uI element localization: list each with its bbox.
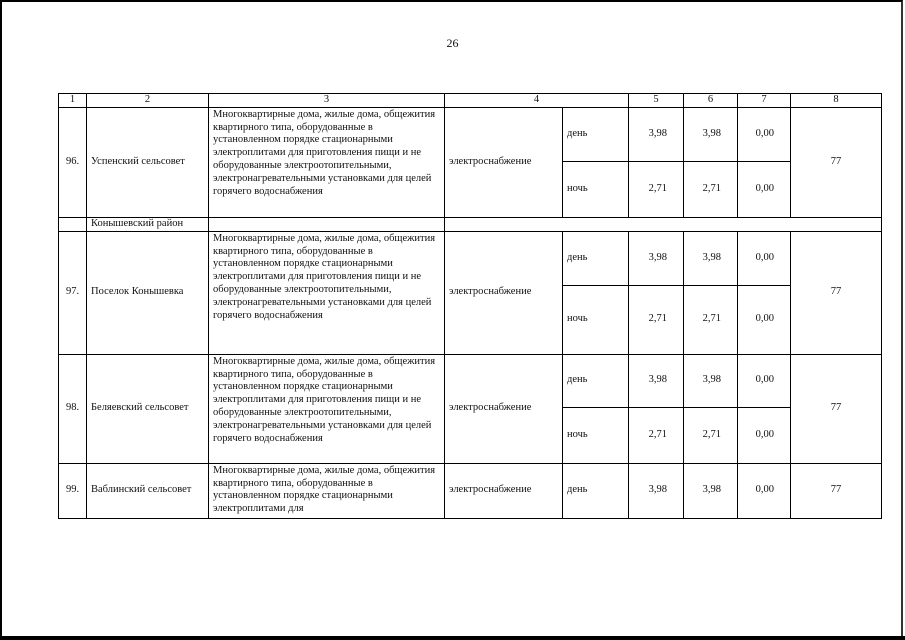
row-category: Многоквартирные дома, жилые дома, общежития квартирного типа, оборудованные в установленном порядке стационарными электроплитами для приготовления пищи и не оборудованные электроотопительными, электронагревательными установками для целей горячего водоснабжения: [209, 107, 445, 217]
row-service: электроснабжение: [445, 231, 563, 354]
district-name: Конышевский район: [87, 217, 209, 231]
row-name: Успенский сельсовет: [87, 107, 209, 217]
value-cell: 0,00: [738, 354, 791, 407]
row-col8: 77: [791, 463, 882, 518]
header-cell: 1: [59, 94, 87, 108]
row-number: 97.: [59, 231, 87, 354]
row-col8: 77: [791, 107, 882, 217]
value-cell: 2,71: [629, 161, 684, 217]
row-number: 96.: [59, 107, 87, 217]
row-service: электроснабжение: [445, 107, 563, 217]
header-cell: 2: [87, 94, 209, 108]
header-cell: 4: [445, 94, 629, 108]
header-cell: 7: [738, 94, 791, 108]
table-row: [59, 107, 882, 161]
value-cell: 2,71: [684, 407, 738, 463]
table-row: [59, 231, 882, 285]
table-row: [59, 354, 882, 407]
page-number: 26: [446, 36, 459, 50]
row-name: Беляевский сельсовет: [87, 354, 209, 463]
value-cell: 0,00: [738, 231, 791, 285]
row-service: электроснабжение: [445, 354, 563, 463]
value-cell: 3,98: [629, 463, 684, 518]
row-col8: 77: [791, 231, 882, 354]
row-number: 99.: [59, 463, 87, 518]
value-cell: 3,98: [629, 231, 684, 285]
row-service: электроснабжение: [445, 463, 563, 518]
row-category: Многоквартирные дома, жилые дома, общежития квартирного типа, оборудованные в установленном порядке стационарными электроплитами для приготовления пищи и не оборудованные электроотопительными, электронагревательными установками для целей горячего водоснабжения: [209, 354, 445, 463]
table-header-row: [59, 94, 882, 108]
value-cell: 2,71: [684, 161, 738, 217]
value-cell: 2,71: [629, 407, 684, 463]
value-cell: 3,98: [684, 231, 738, 285]
period-label: день: [563, 107, 629, 161]
period-label: день: [563, 463, 629, 518]
value-cell: 3,98: [629, 107, 684, 161]
value-cell: 3,98: [629, 354, 684, 407]
value-cell: 0,00: [738, 407, 791, 463]
value-cell: 3,98: [684, 107, 738, 161]
period-label: ночь: [563, 285, 629, 354]
row-col8: 77: [791, 354, 882, 463]
header-cell: 6: [684, 94, 738, 108]
period-label: ночь: [563, 161, 629, 217]
row-category: Многоквартирные дома, жилые дома, общежития квартирного типа, оборудованные в установленном порядке стационарными электроплитами для: [209, 463, 445, 518]
value-cell: 0,00: [738, 463, 791, 518]
value-cell: 0,00: [738, 107, 791, 161]
page-bottom-edge: [0, 636, 905, 640]
table-row: [59, 463, 882, 518]
value-cell: 2,71: [629, 285, 684, 354]
value-cell: 0,00: [738, 285, 791, 354]
value-cell: 2,71: [684, 285, 738, 354]
period-label: ночь: [563, 407, 629, 463]
header-cell: 8: [791, 94, 882, 108]
period-label: день: [563, 231, 629, 285]
header-cell: 3: [209, 94, 445, 108]
period-label: день: [563, 354, 629, 407]
header-cell: 5: [629, 94, 684, 108]
value-cell: 3,98: [684, 463, 738, 518]
row-name: Ваблинский сельсовет: [87, 463, 209, 518]
value-cell: 3,98: [684, 354, 738, 407]
value-cell: 0,00: [738, 161, 791, 217]
row-number: 98.: [59, 354, 87, 463]
district-row: [59, 217, 882, 231]
row-name: Поселок Конышевка: [87, 231, 209, 354]
row-category: Многоквартирные дома, жилые дома, общежития квартирного типа, оборудованные в установленном порядке стационарными электроплитами для приготовления пищи и не оборудованные электроотопительными, электронагревательными установками для целей горячего водоснабжения: [209, 231, 445, 354]
tariff-table: [58, 93, 882, 519]
